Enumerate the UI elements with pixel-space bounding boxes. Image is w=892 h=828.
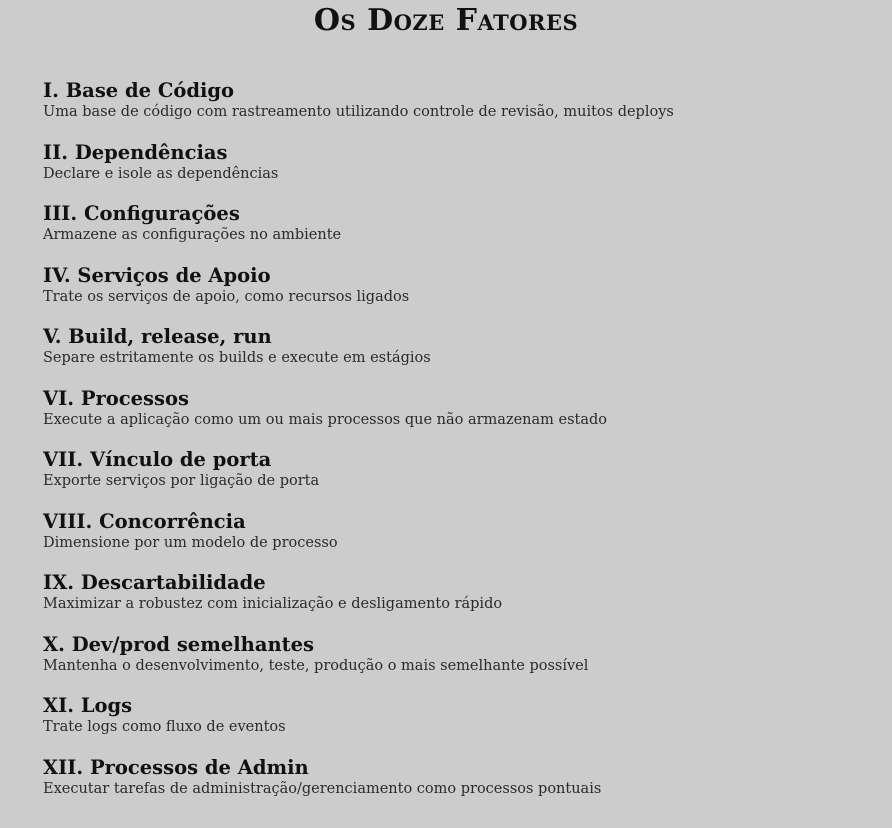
factor-description: Separe estritamente os builds e execute em estágios: [43, 350, 431, 366]
factor-description: Dimensione por um modelo de processo: [43, 534, 338, 551]
factor-name: XII. Processos de Admin: [43, 755, 309, 779]
factor-description: Armazene as configurações no ambiente: [43, 227, 342, 243]
factor-item: [43, 632, 863, 694]
factor-item: [43, 693, 863, 755]
factor-item: [43, 201, 863, 263]
factor-description: Declare e isole as dependências: [43, 165, 279, 182]
factor-item: [43, 324, 863, 386]
factor-name: VIII. Concorrência: [43, 509, 246, 533]
factor-name: VII. Vínculo de porta: [43, 448, 272, 471]
factor-item: [43, 386, 863, 448]
factor-item: [43, 755, 863, 817]
factor-name: VI. Processos: [43, 386, 189, 410]
factor-list: [43, 78, 863, 816]
factor-description: Mantenha o desenvolvimento, teste, produção o mais semelhante possível: [43, 657, 589, 674]
factor-item: [43, 570, 863, 632]
factor-description: Execute a aplicação como um ou mais processos que não armazenam estado: [43, 411, 608, 428]
factor-item: [43, 263, 863, 325]
factor-name: IV. Serviços de Apoio: [43, 263, 271, 287]
factor-name: IX. Descartabilidade: [43, 571, 266, 594]
factor-description: Trate logs como fluxo de eventos: [43, 719, 286, 735]
factor-name: X. Dev/prod semelhantes: [43, 632, 315, 656]
factor-name: II. Dependências: [43, 140, 228, 164]
factor-name: I. Base de Código: [43, 79, 235, 102]
factor-item: [43, 78, 863, 140]
factor-name: XI. Logs: [43, 694, 133, 717]
factor-item: [43, 447, 863, 509]
page-title: Os Doze Fatores: [313, 3, 579, 38]
factor-description: Maximizar a robustez com inicialização e desligamento rápido: [43, 596, 503, 612]
factor-item: [43, 140, 863, 202]
factor-description: Uma base de código com rastreamento utilizando controle de revisão, muitos deploys: [43, 104, 674, 120]
factor-description: Trate os serviços de apoio, como recursos ligados: [43, 288, 410, 305]
factor-name: III. Configurações: [43, 202, 240, 225]
factor-description: Executar tarefas de administração/gerenciamento como processos pontuais: [43, 780, 602, 797]
factor-description: Exporte serviços por ligação de porta: [43, 473, 320, 489]
factor-item: [43, 509, 863, 571]
factor-name: V. Build, release, run: [43, 325, 272, 348]
